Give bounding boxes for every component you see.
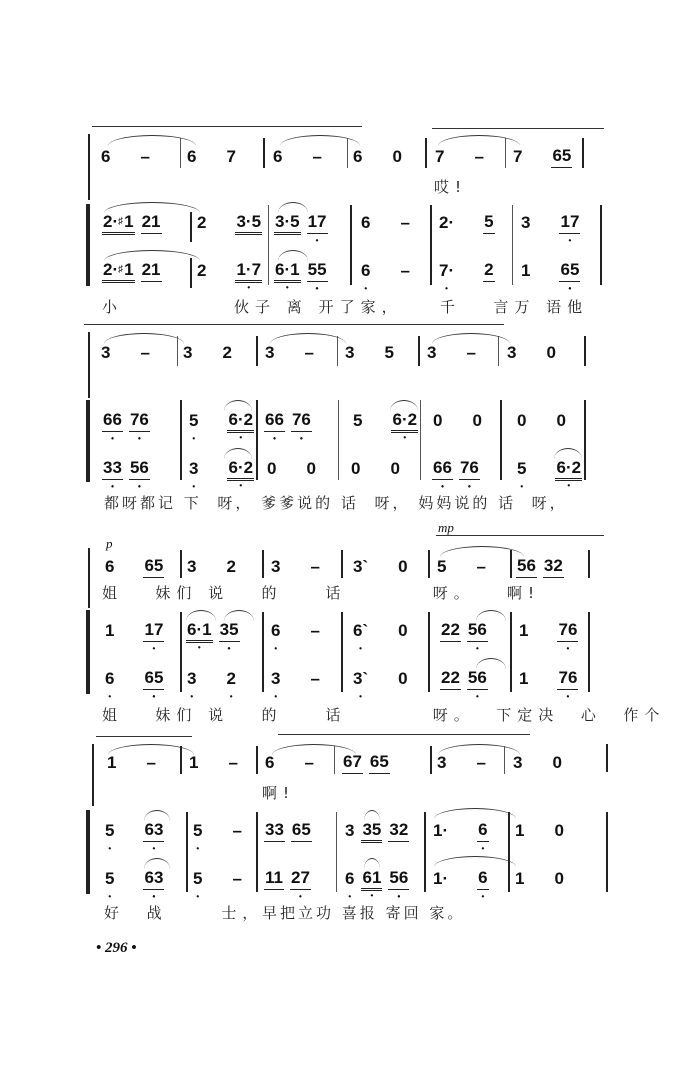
rest: 0: [267, 459, 277, 478]
note-group: 5 •6 •: [129, 458, 150, 480]
note-group: 63 •: [143, 820, 164, 842]
lyric: 呀，: [374, 494, 411, 512]
note: 3: [345, 343, 355, 362]
solo-line-system-4: [0, 750, 700, 776]
lyric: 的: [261, 706, 283, 724]
note-group: 5 •5 •: [307, 260, 328, 282]
note-group: 7 •6 •: [459, 458, 480, 480]
rest-dash: –: [146, 753, 156, 772]
page-number: • 296 •: [96, 940, 137, 956]
lyric: 千: [440, 298, 462, 316]
note: 5 •: [192, 869, 203, 889]
note-group: 22: [440, 620, 461, 642]
note-group: 6 •6 •: [264, 410, 285, 432]
solo-line-system-2: [0, 340, 700, 366]
note-group: 6 •6 •: [102, 410, 123, 432]
note: 1: [515, 821, 525, 840]
rest: 0: [517, 411, 527, 430]
lyric: 妹们: [155, 584, 198, 602]
note-group: 56 •: [467, 668, 488, 690]
rest-dash: –: [310, 669, 320, 688]
note-group: 32: [388, 820, 409, 842]
note: 7: [226, 147, 236, 166]
rest-dash: –: [310, 557, 320, 576]
note: 3: [513, 753, 523, 772]
lyric: 心: [580, 706, 602, 724]
lower-voice-system-4: [0, 866, 700, 892]
note: 5 •: [104, 869, 115, 889]
dynamic-marking-p: p: [106, 536, 113, 551]
note: 6 •: [270, 621, 281, 641]
note: 3: [521, 213, 531, 232]
rest: 0: [398, 669, 408, 688]
lyric: 啊!: [507, 584, 541, 602]
note-group: 65: [369, 752, 390, 774]
lyric: 的: [261, 584, 283, 602]
lower-voice-system-2: [0, 456, 700, 482]
note-group: 6 •·1: [274, 260, 301, 283]
lyric: 言: [493, 298, 515, 316]
lyric: 话: [340, 494, 359, 512]
note: 3: [101, 343, 111, 362]
note-group: 3 •3 •: [102, 458, 123, 480]
rest-dash: –: [304, 343, 314, 362]
lyric: 离: [286, 298, 308, 316]
note: 3 •: [188, 459, 199, 479]
rest: 0: [554, 869, 564, 888]
solo-line-system-1: [0, 144, 700, 170]
note-group: 6 •5 •: [143, 668, 164, 690]
rest: 0: [472, 411, 482, 430]
note-group: 6 •6 •: [432, 458, 453, 480]
rest-dash: –: [474, 147, 484, 166]
note: 6 •: [360, 261, 371, 281]
lyric-line: [440, 296, 588, 317]
lyric-line: [102, 704, 665, 725]
phrase-slur: [278, 734, 530, 739]
upper-voice-system-1: [0, 210, 700, 236]
note-group: 6 •·2: [391, 410, 418, 433]
note: 7: [513, 147, 523, 166]
rest: 0: [390, 459, 400, 478]
lyric-exclamation: 啊!: [262, 784, 296, 802]
note: 6: [361, 213, 371, 232]
rest-dash: –: [228, 753, 238, 772]
lyric: 下: [183, 494, 202, 512]
rest-dash: –: [304, 753, 314, 772]
note: 5 •: [104, 821, 115, 841]
note-group: 7 •6 •: [129, 410, 150, 432]
rest: 0: [398, 557, 408, 576]
note-group: 6 •·2: [555, 458, 582, 481]
rest-dash: –: [312, 147, 322, 166]
phrase-slur: [96, 736, 192, 741]
lyric: 姐: [102, 584, 124, 602]
note-group: 6 •1: [361, 868, 382, 891]
note: 6: [265, 753, 275, 772]
note: 1·: [433, 821, 449, 840]
lyric-line: [104, 492, 568, 513]
rest-dash: –: [232, 869, 242, 888]
note: 5 •: [188, 411, 199, 431]
lyric-line: [234, 296, 403, 317]
rest: 0: [392, 147, 402, 166]
note: 2·: [439, 213, 455, 232]
note: 1: [519, 621, 529, 640]
rest-dash: –: [466, 343, 476, 362]
note: 1·: [433, 869, 449, 888]
note: 3 •: [186, 669, 197, 689]
note-group: 21: [141, 260, 162, 282]
lyric: 喜报: [341, 904, 378, 922]
note: 5 •: [192, 821, 203, 841]
note-group: 32: [543, 556, 564, 578]
lower-voice-system-3: [0, 666, 700, 692]
rest-dash: –: [140, 343, 150, 362]
note: 1: [515, 869, 525, 888]
note: 2: [483, 260, 494, 282]
note-group: 65: [143, 556, 164, 578]
note: 2 •: [225, 669, 236, 689]
note: 3: [345, 821, 355, 840]
note-group: 65: [551, 146, 572, 168]
lyric-line: [262, 902, 465, 923]
note-group: 3 •5 •: [219, 620, 240, 642]
rest: 0: [433, 411, 443, 430]
rest: 0: [306, 459, 316, 478]
note-group: 27 •: [290, 868, 311, 890]
lyric: 家，: [360, 298, 403, 316]
upper-voice-system-2: [0, 408, 700, 434]
note: 6` •: [352, 621, 369, 641]
rest-dash: –: [400, 261, 410, 280]
lyric-line: [102, 296, 123, 317]
note-group: 17 •: [143, 620, 164, 642]
note-group: 22: [440, 668, 461, 690]
note-group: 3·5: [274, 212, 301, 235]
lower-voice-system-1: [0, 258, 700, 284]
lyric: 说: [208, 706, 230, 724]
note-group: 6 •·2: [227, 410, 254, 433]
note: 3` •: [352, 669, 369, 689]
lyric-line: [102, 582, 540, 603]
dynamic-marking-mp: mp: [438, 520, 454, 535]
note-group: 6 •·1: [186, 620, 213, 643]
note: 1: [519, 669, 529, 688]
note-group: 2·♯1: [102, 212, 135, 235]
phrase-slur: [84, 324, 504, 329]
note: 3: [271, 557, 281, 576]
upper-voice-system-4: [0, 818, 700, 844]
note: 7· •: [438, 261, 455, 281]
note: 6 •: [104, 669, 115, 689]
note: 2: [222, 343, 232, 362]
lyric: 妹们: [155, 706, 198, 724]
note: 7: [435, 147, 445, 166]
lyric: 都呀都记: [104, 494, 177, 512]
lyric: 家。: [429, 904, 466, 922]
note-group: 56 •: [467, 620, 488, 642]
note-group: 35: [361, 820, 382, 843]
note: 3: [427, 343, 437, 362]
note: 2: [197, 213, 207, 232]
note-group: 1·7 •: [235, 260, 262, 283]
note-group: 11: [264, 868, 284, 890]
note: 1: [105, 621, 115, 640]
lyric: 话: [498, 494, 517, 512]
lyric: 妈妈说的: [418, 494, 491, 512]
lyric: 说: [208, 584, 230, 602]
note: 6: [187, 147, 197, 166]
note-group: 2·♯1: [102, 260, 135, 283]
lyric: 话: [325, 584, 347, 602]
solo-line-system-3: [0, 554, 700, 580]
note: 1: [189, 753, 199, 772]
note: 6: [273, 147, 283, 166]
note: 3`: [353, 557, 369, 576]
lyric-exclamation: 哎!: [434, 178, 468, 196]
note: 6 •: [477, 868, 488, 890]
note: 3: [507, 343, 517, 362]
lyric: 士，: [221, 904, 264, 922]
phrase-slur: [432, 128, 604, 133]
rest: 0: [398, 621, 408, 640]
rest-dash: –: [310, 621, 320, 640]
rest-dash: –: [476, 753, 486, 772]
lyric: 伙子: [234, 298, 277, 316]
lyric: 呀，: [531, 494, 568, 512]
note: 5: [437, 557, 447, 576]
note: 2: [197, 261, 207, 280]
note-group: 6 •3 •: [143, 868, 164, 890]
note: 3 •: [270, 669, 281, 689]
note-group: 33: [264, 820, 285, 842]
rest-dash: –: [140, 147, 150, 166]
lyric: 万: [514, 298, 536, 316]
rest-dash: –: [232, 821, 242, 840]
note: 1: [107, 753, 117, 772]
note-group: 76 •: [557, 668, 578, 690]
rest: 0: [351, 459, 361, 478]
note: 2: [226, 557, 236, 576]
phrase-slur: [92, 126, 362, 131]
note-group: 56: [516, 556, 537, 578]
rest-dash: –: [400, 213, 410, 232]
lyric: 话: [325, 706, 347, 724]
lyric: 呀。: [432, 706, 475, 724]
note: 6: [353, 147, 363, 166]
note-group: 65: [291, 820, 312, 842]
note-group: 6 •5 •: [559, 260, 580, 282]
note: 5: [483, 212, 494, 234]
note: 6: [105, 557, 115, 576]
note-group: 76 •: [557, 620, 578, 642]
note-group: 3·5: [235, 212, 262, 235]
note: 6 •: [344, 869, 355, 889]
note: 5 •: [516, 459, 527, 479]
note-group: 17 •: [307, 212, 328, 234]
note-group: 6 •·2: [227, 458, 254, 481]
lyric: 语他: [546, 298, 589, 316]
note: 3: [437, 753, 447, 772]
lyric: 战: [146, 904, 168, 922]
phrase-slur: [436, 535, 604, 540]
note-group: 7 •6 •: [291, 410, 312, 432]
lyric: 爹爹说的: [261, 494, 334, 512]
rest-dash: –: [476, 557, 486, 576]
lyric: 呀，: [217, 494, 254, 512]
note-group: 21: [141, 212, 162, 234]
note: 6: [101, 147, 111, 166]
lyric: 呀。: [432, 584, 475, 602]
note-group: 17 •: [559, 212, 580, 234]
upper-voice-system-3: [0, 618, 700, 644]
lyric: 早把立功: [262, 904, 335, 922]
lyric: 姐: [102, 706, 124, 724]
note: 3: [187, 557, 197, 576]
rest: 0: [546, 343, 556, 362]
note: 6 •: [477, 820, 488, 842]
rest: 0: [556, 411, 566, 430]
lyric: 下定决: [496, 706, 560, 724]
note-group: 5 •6 •: [388, 868, 409, 890]
note: 1: [521, 261, 531, 280]
lyric: 寄回: [385, 904, 422, 922]
lyric: 好: [104, 904, 126, 922]
rest: 0: [552, 753, 562, 772]
note: 5: [384, 343, 394, 362]
lyric: 小: [102, 298, 124, 316]
lyric: 作个: [623, 706, 666, 724]
lyric: 开了: [318, 298, 361, 316]
lyric-line: [104, 902, 263, 923]
note: 3: [183, 343, 193, 362]
note: 5: [353, 411, 363, 430]
note-group: 67: [342, 752, 363, 774]
note: 3: [265, 343, 275, 362]
rest: 0: [554, 821, 564, 840]
